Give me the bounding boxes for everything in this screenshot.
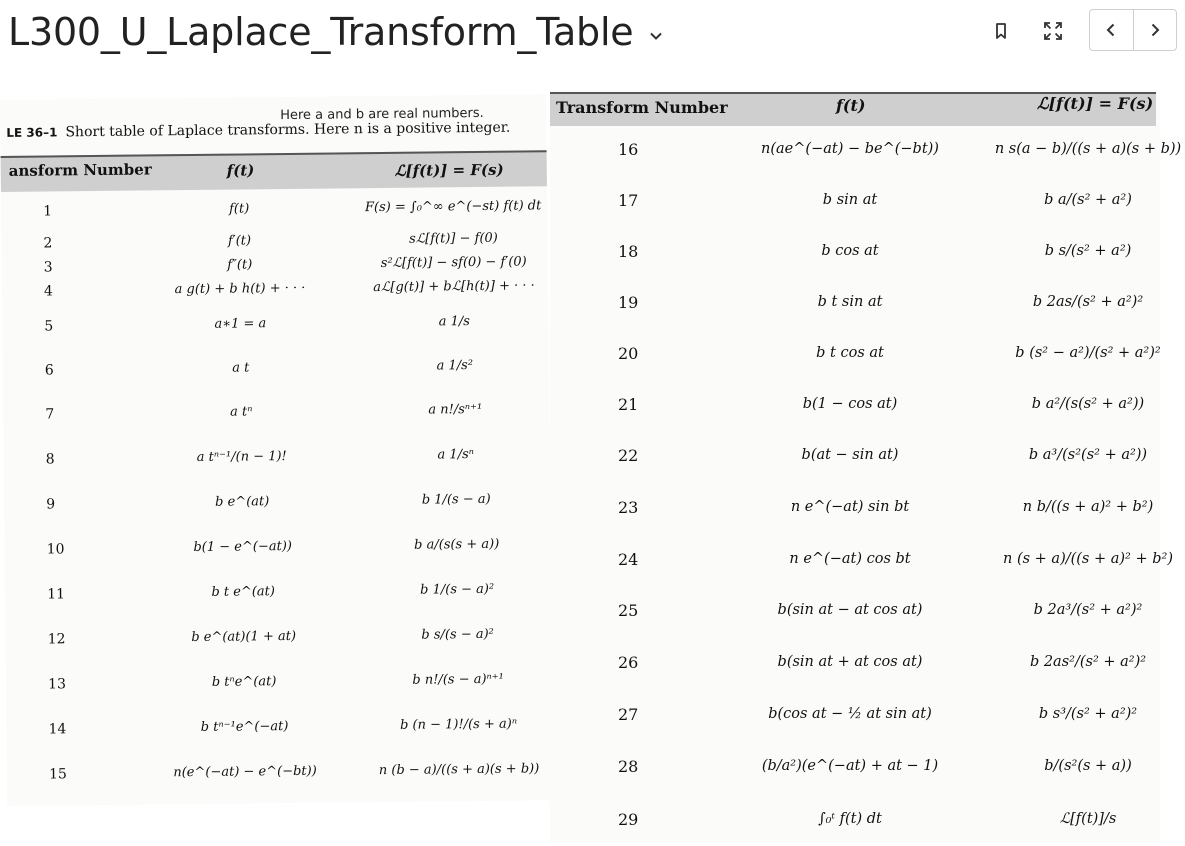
row-f-t: b cos at bbox=[821, 243, 879, 259]
row-laplace: n s(a − b)/((s + a)(s + b)) bbox=[994, 141, 1182, 157]
row-laplace: b 2as²/(s² + a²)² bbox=[1029, 654, 1147, 670]
row-f-t: (b/a²)(e^(−at) + at − 1) bbox=[761, 758, 939, 774]
column-header-transform-number: ansform Number bbox=[8, 160, 152, 180]
table-caption-label: LE 36–1 bbox=[6, 125, 58, 140]
row-number: 13 bbox=[48, 676, 67, 693]
row-number: 19 bbox=[618, 293, 639, 312]
row-laplace: b s/(s − a)² bbox=[421, 626, 494, 643]
row-laplace: b a²/(s(s² + a²)) bbox=[1031, 396, 1145, 412]
row-f-t: n(ae^(−at) − be^(−bt)) bbox=[761, 141, 939, 157]
row-number: 11 bbox=[47, 586, 66, 603]
row-f-t: b e^(at)(1 + at) bbox=[191, 628, 297, 646]
previous-button[interactable] bbox=[1090, 10, 1133, 50]
row-f-t: b(1 − cos at) bbox=[802, 396, 898, 412]
column-header-laplace: ℒ[f(t)] = F(s) bbox=[394, 160, 504, 180]
row-f-t: b t e^(at) bbox=[211, 584, 275, 600]
row-f-t: a∗1 = a bbox=[214, 316, 267, 332]
row-number: 25 bbox=[618, 601, 639, 620]
row-laplace: n b/((s + a)² + b²) bbox=[1022, 499, 1154, 515]
row-number: 2 bbox=[43, 235, 53, 252]
fullscreen-button[interactable] bbox=[1036, 14, 1070, 48]
row-laplace: b/(s²(s + a)) bbox=[1044, 758, 1132, 774]
row-laplace: b n!/(s − a)ⁿ⁺¹ bbox=[412, 671, 504, 688]
row-f-t: a tⁿ⁻¹/(n − 1)! bbox=[196, 449, 287, 465]
row-number: 6 bbox=[44, 362, 54, 379]
row-number: 15 bbox=[48, 766, 67, 783]
row-f-t: b(1 − e^(−at)) bbox=[193, 538, 293, 555]
row-laplace: n (b − a)/((s + a)(s + b)) bbox=[378, 761, 540, 779]
row-number: 28 bbox=[618, 757, 639, 776]
row-laplace: s²ℒ[f(t)] − sf(0) − f′(0) bbox=[380, 254, 527, 272]
row-f-t: b(cos at − ½ at sin at) bbox=[768, 706, 932, 722]
row-laplace: n (s + a)/((s + a)² + b²) bbox=[1003, 551, 1173, 567]
row-number: 12 bbox=[47, 631, 66, 648]
row-number: 9 bbox=[46, 496, 56, 513]
row-f-t: a t bbox=[232, 360, 250, 376]
table-caption bbox=[6, 120, 510, 141]
next-button[interactable] bbox=[1133, 10, 1177, 50]
document-title-dropdown[interactable] bbox=[8, 6, 664, 58]
row-laplace: b a/(s(s + a)) bbox=[414, 536, 500, 553]
row-laplace: a 1/s² bbox=[436, 358, 474, 374]
row-f-t: b sin at bbox=[822, 192, 878, 208]
column-header-f-t: f(t) bbox=[226, 161, 255, 180]
row-f-t: b(at − sin at) bbox=[801, 447, 899, 463]
document-title: L300_U_Laplace_Transform_Table bbox=[8, 10, 634, 54]
row-number: 5 bbox=[44, 318, 54, 335]
row-laplace: b (s² − a²)/(s² + a²)² bbox=[1015, 345, 1161, 361]
chevron-down-icon bbox=[648, 28, 664, 44]
table-note: Here a and b are real numbers. bbox=[280, 105, 484, 124]
row-number: 26 bbox=[618, 653, 639, 672]
column-header-laplace: ℒ[f(t)] = F(s) bbox=[1037, 94, 1154, 113]
row-laplace: a 1/sⁿ bbox=[437, 447, 475, 463]
row-number: 21 bbox=[618, 395, 639, 414]
row-number: 23 bbox=[618, 498, 639, 517]
row-f-t: b tⁿ⁻¹e^(−at) bbox=[200, 719, 289, 735]
row-laplace: a n!/sⁿ⁺¹ bbox=[428, 401, 483, 418]
row-laplace: b 1/(s − a)² bbox=[420, 581, 495, 598]
row-f-t: b(sin at + at cos at) bbox=[777, 654, 923, 670]
row-f-t: b t cos at bbox=[816, 345, 884, 361]
row-number: 18 bbox=[618, 242, 639, 261]
bookmark-button[interactable] bbox=[984, 14, 1018, 48]
row-number: 16 bbox=[618, 140, 639, 159]
row-number: 27 bbox=[618, 705, 639, 724]
row-f-t: n e^(−at) cos bt bbox=[789, 551, 911, 567]
row-f-t: b t sin at bbox=[817, 294, 883, 310]
row-number: 7 bbox=[45, 406, 55, 423]
row-laplace: b s³/(s² + a²)² bbox=[1038, 706, 1138, 722]
bookmark-icon bbox=[994, 22, 1008, 40]
chevron-right-icon bbox=[1148, 22, 1162, 38]
row-f-t: f′(t) bbox=[227, 233, 252, 249]
row-number: 1 bbox=[43, 203, 53, 220]
row-laplace: b 2as/(s² + a²)² bbox=[1032, 294, 1144, 310]
row-laplace: aℒ[g(t)] + bℒ[h(t)] + · · · bbox=[373, 278, 535, 296]
row-laplace: a 1/s bbox=[438, 314, 471, 330]
row-laplace: b (n − 1)!/(s + a)ⁿ bbox=[399, 716, 518, 733]
row-number: 24 bbox=[618, 550, 639, 569]
expand-icon bbox=[1043, 21, 1063, 41]
row-number: 20 bbox=[618, 344, 639, 363]
row-f-t: f(t) bbox=[228, 201, 250, 217]
table-caption-text: Short table of Laplace transforms. Here n is a positive integer. bbox=[65, 119, 511, 141]
column-header-transform-number: Transform Number bbox=[556, 98, 728, 117]
row-number: 17 bbox=[618, 191, 639, 210]
row-number: 3 bbox=[43, 259, 53, 276]
row-f-t: ∫₀ᵗ f(t) dt bbox=[818, 811, 882, 827]
row-number: 22 bbox=[618, 446, 639, 465]
chevron-left-icon bbox=[1104, 22, 1118, 38]
row-f-t: f″(t) bbox=[227, 257, 253, 273]
row-f-t: a g(t) + b h(t) + · · · bbox=[174, 280, 306, 298]
row-number: 8 bbox=[45, 451, 55, 468]
laplace-table-right-scan bbox=[550, 90, 1182, 842]
page-navigation bbox=[1089, 9, 1177, 51]
row-f-t: b(sin at − at cos at) bbox=[777, 602, 923, 618]
row-f-t: b tⁿe^(at) bbox=[211, 674, 277, 690]
row-laplace: sℒ[f(t)] − f(0) bbox=[409, 230, 498, 247]
row-laplace: ℒ[f(t)]/s bbox=[1059, 811, 1117, 827]
row-laplace: b a³/(s²(s² + a²)) bbox=[1028, 447, 1148, 463]
row-f-t: n(e^(−at) − e^(−bt)) bbox=[173, 763, 317, 781]
column-header-f-t: f(t) bbox=[836, 96, 866, 115]
row-number: 29 bbox=[618, 810, 639, 829]
row-f-t: a tⁿ bbox=[230, 404, 253, 420]
row-laplace: b s/(s² + a²) bbox=[1044, 243, 1132, 259]
row-f-t: b e^(at) bbox=[215, 494, 270, 510]
row-number: 14 bbox=[48, 721, 67, 738]
row-number: 4 bbox=[43, 283, 54, 300]
row-laplace: b 1/(s − a) bbox=[421, 491, 491, 508]
row-laplace: b 2a³/(s² + a²)² bbox=[1033, 602, 1143, 618]
laplace-table-left-scan bbox=[0, 94, 553, 806]
row-number: 10 bbox=[46, 541, 65, 558]
row-f-t: n e^(−at) sin bt bbox=[790, 499, 910, 515]
row-laplace: b a/(s² + a²) bbox=[1044, 192, 1132, 208]
row-laplace: F(s) = ∫₀^∞ e^(−st) f(t) dt bbox=[364, 198, 542, 216]
